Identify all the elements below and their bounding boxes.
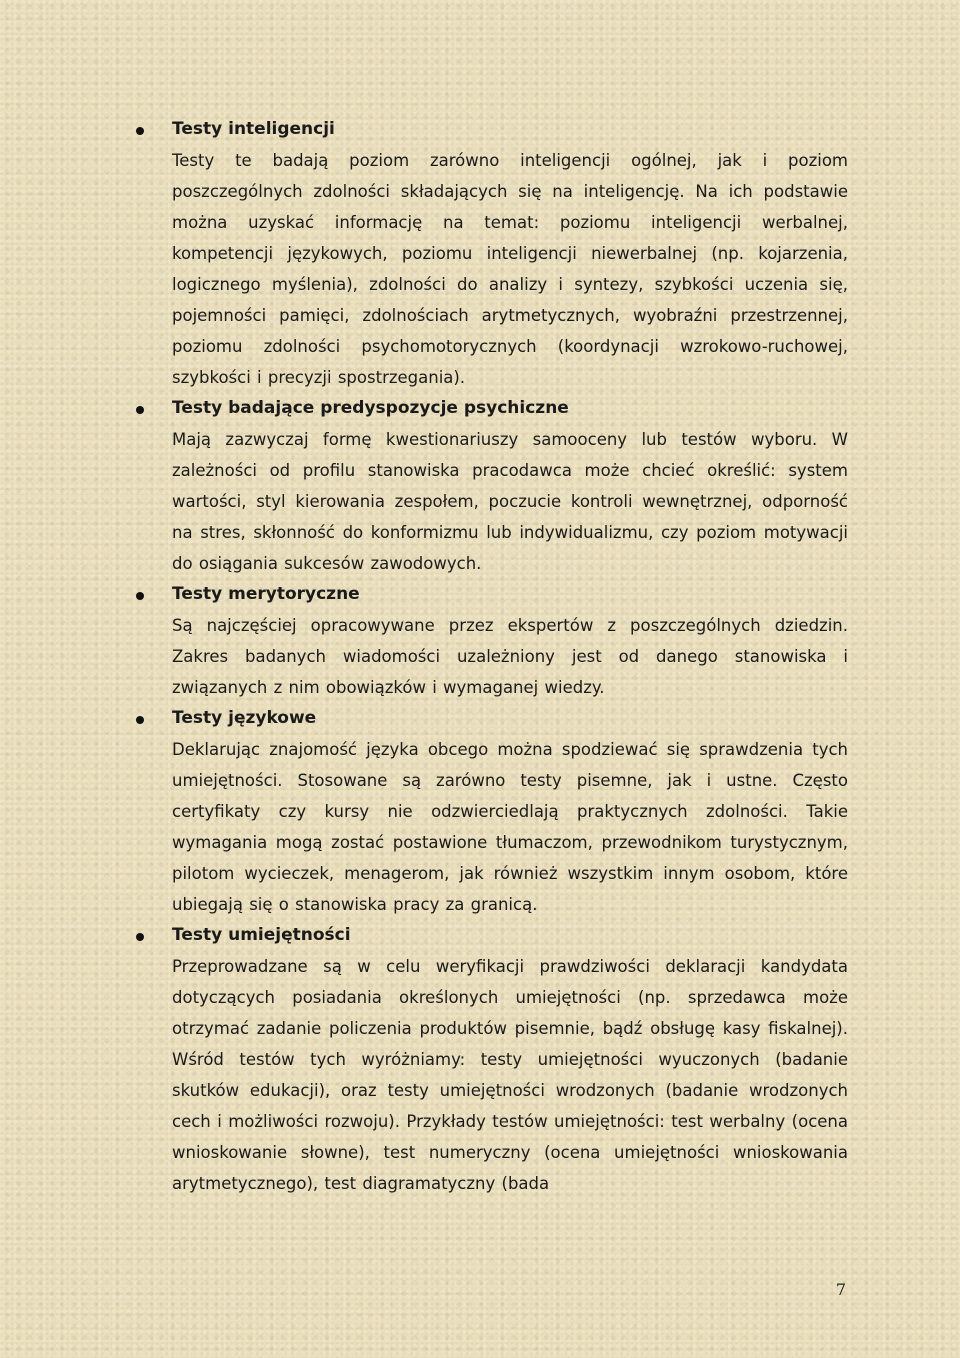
bullet-icon	[136, 406, 144, 414]
section-testy-predyspozycje	[136, 393, 848, 579]
section-paragraph: Deklarując znajomość języka obcego można spodziewać się sprawdzenia tych umiejętności. Stosowane są zarówno testy pisemne, jak i ustne. Często certyfikaty czy kursy nie odzwierciedlają praktycznych zdolności. Takie wymagania mogą zostać postawione tłumaczom, przewodnikom turystycznym, pilotom wycieczek, menagerom, jak również wszystkim innym osobom, które ubiegają się o stanowiska pracy za granicą.	[172, 740, 848, 914]
bullet-icon	[136, 592, 144, 600]
bullet-icon	[136, 716, 144, 724]
page-number: 7	[835, 1280, 846, 1299]
section-paragraph: Testy te badają poziom zarówno inteligencji ogólnej, jak i poziom poszczególnych zdolności składających się na inteligencję. Na ich podstawie można uzyskać informację na temat: poziomu inteligencji werbalnej, kompetencji językowych, poziomu inteligencji niewerbalnej (np. kojarzenia, logicznego myślenia), zdolności do analizy i syntezy, szybkości uczenia się, pojemności pamięci, zdolnościach arytmetycznych, wyobraźni przestrzennej, poziomu zdolności psychomotorycznych (koordynacji wzrokowo-ruchowej, szybkości i precyzji spostrzegania).	[172, 151, 848, 387]
section-heading: Testy merytoryczne	[172, 584, 360, 604]
section-testy-umiejetnosci	[136, 920, 848, 1199]
section-heading: Testy językowe	[172, 708, 317, 728]
section-heading: Testy umiejętności	[172, 925, 351, 945]
bullet-icon	[136, 127, 144, 135]
section-testy-merytoryczne	[136, 579, 848, 703]
bullet-icon	[136, 933, 144, 941]
document-body	[136, 114, 848, 1199]
section-heading: Testy badające predyspozycje psychiczne	[172, 398, 569, 418]
section-paragraph: Mają zazwyczaj formę kwestionariuszy samooceny lub testów wyboru. W zależności od profilu stanowiska pracodawca może chcieć określić: system wartości, styl kierowania zespołem, poczucie kontroli wewnętrznej, odporność na stres, skłonność do konformizmu lub indywidualizmu, czy poziom motywacji do osiągania sukcesów zawodowych.	[172, 430, 848, 573]
section-heading: Testy inteligencji	[172, 119, 335, 139]
section-testy-inteligencji	[136, 114, 848, 393]
section-paragraph: Są najczęściej opracowywane przez ekspertów z poszczególnych dziedzin. Zakres badanych wiadomości uzależniony jest od danego stanowiska i związanych z nim obowiązków i wymaganej wiedzy.	[172, 616, 848, 697]
section-paragraph: Przeprowadzane są w celu weryfikacji prawdziwości deklaracji kandydata dotyczących posiadania określonych umiejętności (np. sprzedawca może otrzymać zadanie policzenia produktów pisemnie, bądź obsługę kasy fiskalnej). Wśród testów tych wyróżniamy: testy umiejętności wyuczonych (badanie skutków edukacji), oraz testy umiejętności wrodzonych (badanie wrodzonych cech i możliwości rozwoju). Przykłady testów umiejętności: test werbalny (ocena wnioskowanie słowne), test numeryczny (ocena umiejętności wnioskowania arytmetycznego), test diagramatyczny (bada	[172, 957, 848, 1193]
section-testy-jezykowe	[136, 703, 848, 920]
